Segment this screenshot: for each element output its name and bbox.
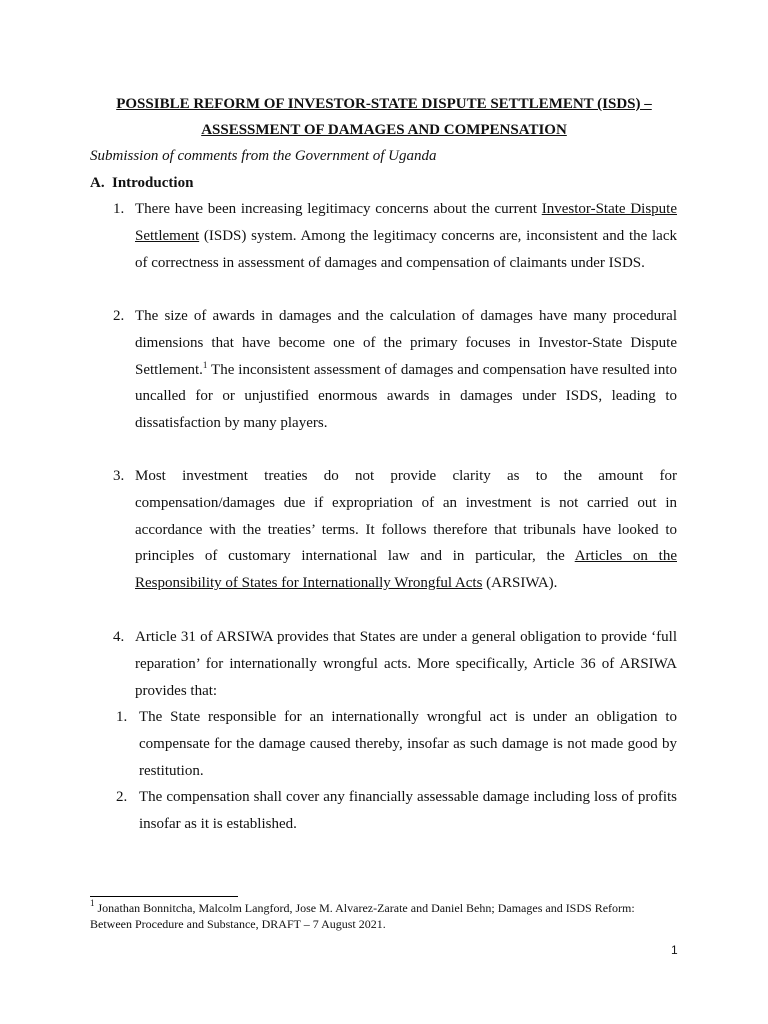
footnote-separator [90, 896, 238, 897]
document-subtitle: Submission of comments from the Government of Uganda [90, 148, 437, 164]
footnote-reference[interactable]: 1 [202, 359, 208, 370]
footnote-text: Jonathan Bonnitcha, Malcolm Langford, Jose M. Alvarez-Zarate and Daniel Behn; Damages and ISDS Reform: Between Procedure and Substance, DRAFT – 7 August 2021. [90, 901, 635, 931]
section-heading [90, 171, 193, 195]
sub-item-number: 2. [116, 789, 128, 805]
paragraph-3-text-a: Most investment treaties do not provide clarity as to the amount for compensation/damages due if expropriation of an investment is not carried out in accordance with the treaties’ terms. It follows therefore that tribunals have looked to principles of customary international law and in particular, the [135, 468, 677, 565]
paragraph-number: 2. [113, 308, 125, 324]
footnote-mark: 1 [90, 898, 95, 908]
paragraph-1-text-a: There have been increasing legitimacy concerns about the current [135, 201, 542, 217]
arsiwa-link[interactable]: Articles on the Responsibility of States for Internationally Wrongful Acts [135, 548, 677, 592]
paragraph-3-text-b: (ARSIWA). [482, 575, 558, 592]
page-number: 1 [671, 943, 678, 957]
sub-item-number: 1. [116, 709, 128, 725]
paragraph-2-text-a: The size of awards in damages and the calculation of damages have many procedural dimensions that have become one of the primary focuses in Investor-State Dispute Settlement. [135, 308, 677, 378]
sub-item-1: The State responsible for an internationally wrongful act is under an obligation to compensate for the damage caused thereby, insofar as such damage is not made good by restitution. [139, 709, 677, 779]
footnote [90, 898, 678, 932]
paragraph-number: 4. [113, 629, 125, 645]
paragraph-number: 3. [113, 468, 125, 484]
paragraph-1 [135, 196, 677, 276]
isds-link[interactable]: Investor-State Dispute Settlement [135, 201, 677, 244]
paragraph-2-text-b: The inconsistent assessment of damages and compensation have resulted into uncalled for or unjustified enormous awards in damages under ISDS, leading to dissatisfaction by many players. [135, 361, 677, 432]
document-title-line-1: POSSIBLE REFORM OF INVESTOR-STATE DISPUTE SETTLEMENT (ISDS) – [116, 96, 652, 112]
paragraph-4: Article 31 of ARSIWA provides that States are under a general obligation to provide ‘full reparation’ for internationally wrongful acts. More specifically, Article 36 of ARSIWA provides that: [135, 629, 677, 699]
paragraph-3 [135, 463, 677, 597]
document-title-line-2: ASSESSMENT OF DAMAGES AND COMPENSATION [201, 122, 567, 138]
sub-item-2: The compensation shall cover any financially assessable damage including loss of profits insofar as it is established. [139, 789, 677, 832]
paragraph-2 [135, 303, 677, 437]
paragraph-number: 1. [113, 201, 125, 217]
section-label: A. [90, 175, 105, 191]
section-title: Introduction [112, 175, 194, 191]
paragraph-1-text-b: (ISDS) system. Among the legitimacy concerns are, inconsistent and the lack of correctness in assessment of damages and compensation of claimants under ISDS. [135, 227, 677, 271]
